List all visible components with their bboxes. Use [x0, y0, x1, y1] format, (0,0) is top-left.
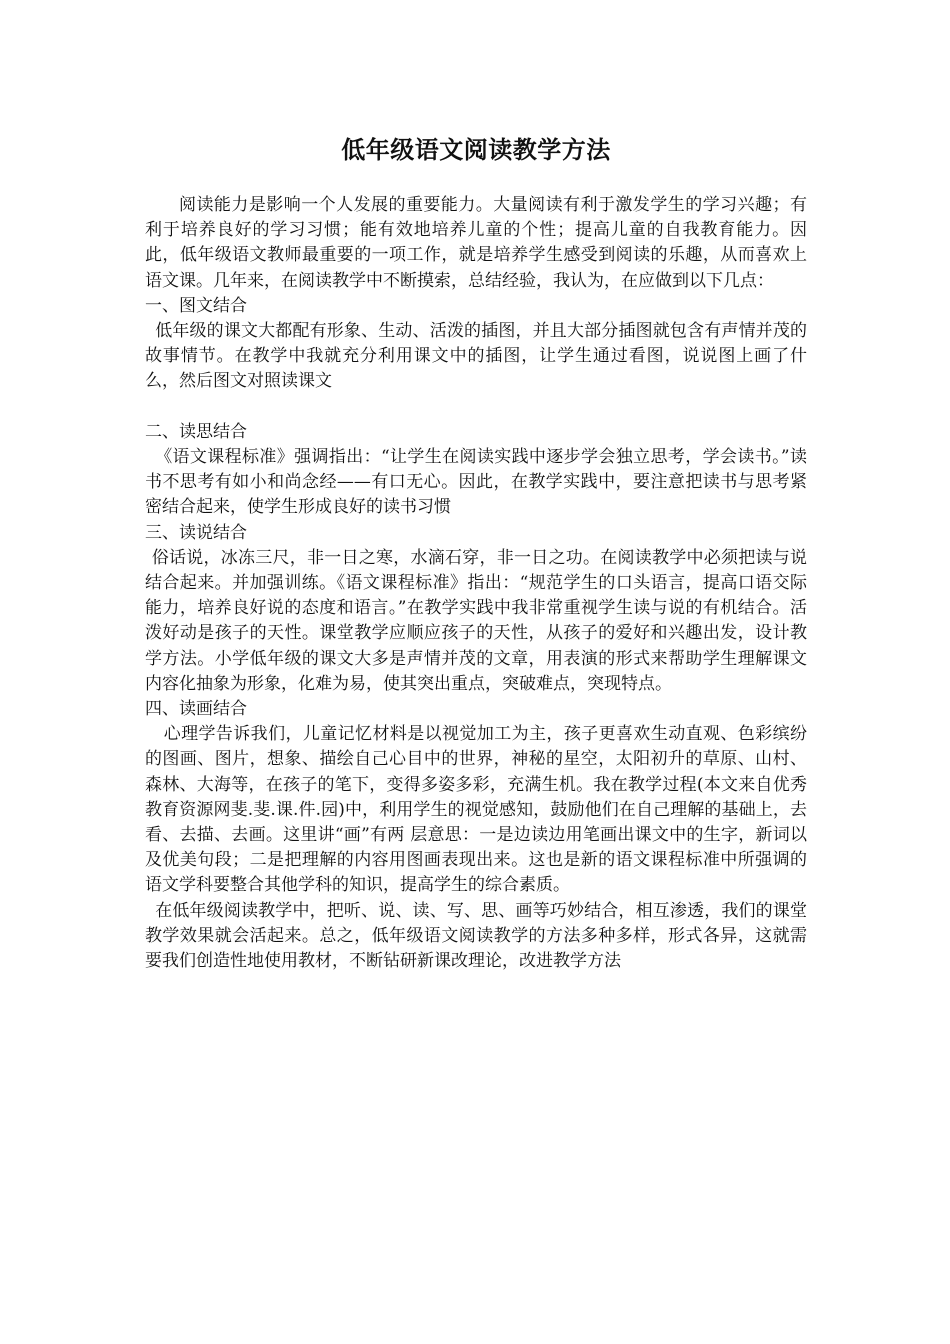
section-heading-4: 四、读画结合	[145, 699, 247, 720]
conclusion-paragraph: 在低年级阅读教学中，把听、说、读、写、思、画等巧妙结合，相互渗透，我们的课堂教学效果就会活起来。总之，低年级语文阅读教学的方法多种多样，形式各异，这就需要我们创造性地使用教材，不断钻研新课改理论，改进教学方法	[145, 900, 807, 972]
section-paragraph-1: 低年级的课文大都配有形象、生动、活泼的插图，并且大部分插图就包含有声情并茂的故事情节。在教学中我就充分利用课文中的插图，让学生通过看图，说说图上画了什么，然后图文对照读课文	[145, 321, 807, 392]
section-paragraph-4: 心理学告诉我们，儿童记忆材料是以视觉加工为主，孩子更喜欢生动直观、色彩缤纷的图画、图片，想象、描绘自己心目中的世界，神秘的星空，太阳初升的草原、山村、森林、大海等，在孩子的笔下，变得多姿多彩，充满生机。我在教学过程(本文来自优秀教育资源网斐.斐.课.件.园)中，利用学生的视觉感知，鼓励他们在自己理解的基础上，去看、去描、去画。这里讲“画”有两 层意思：一是边读边用笔画出课文中的生字，新词以及优美句段；二是把理解的内容用图画表现出来。这也是新的语文课程标准中所强调的语文学科要整合其他学科的知识，提高学生的综合素质。	[145, 724, 807, 896]
section-heading-3: 三、读说结合	[145, 522, 247, 543]
section-heading-2: 二、读思结合	[145, 421, 247, 442]
section-paragraph-3: 俗话说，冰冻三尺，非一日之寒，水滴石穿，非一日之功。在阅读教学中必须把读与说结合起来。并加强训练。《语文课程标准》指出：“规范学生的口头语言，提高口语交际能力，培养良好说的态度和语言。”在教学实践中我非常重视学生读与说的有机结合。活泼好动是孩子的天性。课堂教学应顺应孩子的天性，从孩子的爱好和兴趣出发，设计教学方法。小学低年级的课文大多是声情并茂的文章，用表演的形式来帮助学生理解课文内容化抽象为形象，化难为易，使其突出重点，突破难点，突现特点。	[145, 547, 807, 694]
section-paragraph-2: 《语文课程标准》强调指出：“让学生在阅读实践中逐步学会独立思考，学会读书。”读书不思考有如小和尚念经——有口无心。因此，在教学实践中，要注意把读书与思考紧密结合起来，使学生形成良好的读书习惯	[145, 447, 807, 518]
document-body	[145, 193, 807, 974]
document-title: 低年级语文阅读教学方法	[341, 135, 611, 164]
intro-paragraph: 阅读能力是影响一个人发展的重要能力。大量阅读有利于激发学生的学习兴趣；有利于培养良好的学习习惯；能有效地培养儿童的个性；提高儿童的自我教育能力。因此，低年级语文教师最重要的一项工作，就是培养学生感受到阅读的乐趣，从而喜欢上语文课。几年来，在阅读教学中不断摸索，总结经验，我认为，在应做到以下几点：	[145, 195, 807, 291]
blank-line	[145, 395, 807, 420]
section-heading-1: 一、图文结合	[145, 295, 247, 316]
